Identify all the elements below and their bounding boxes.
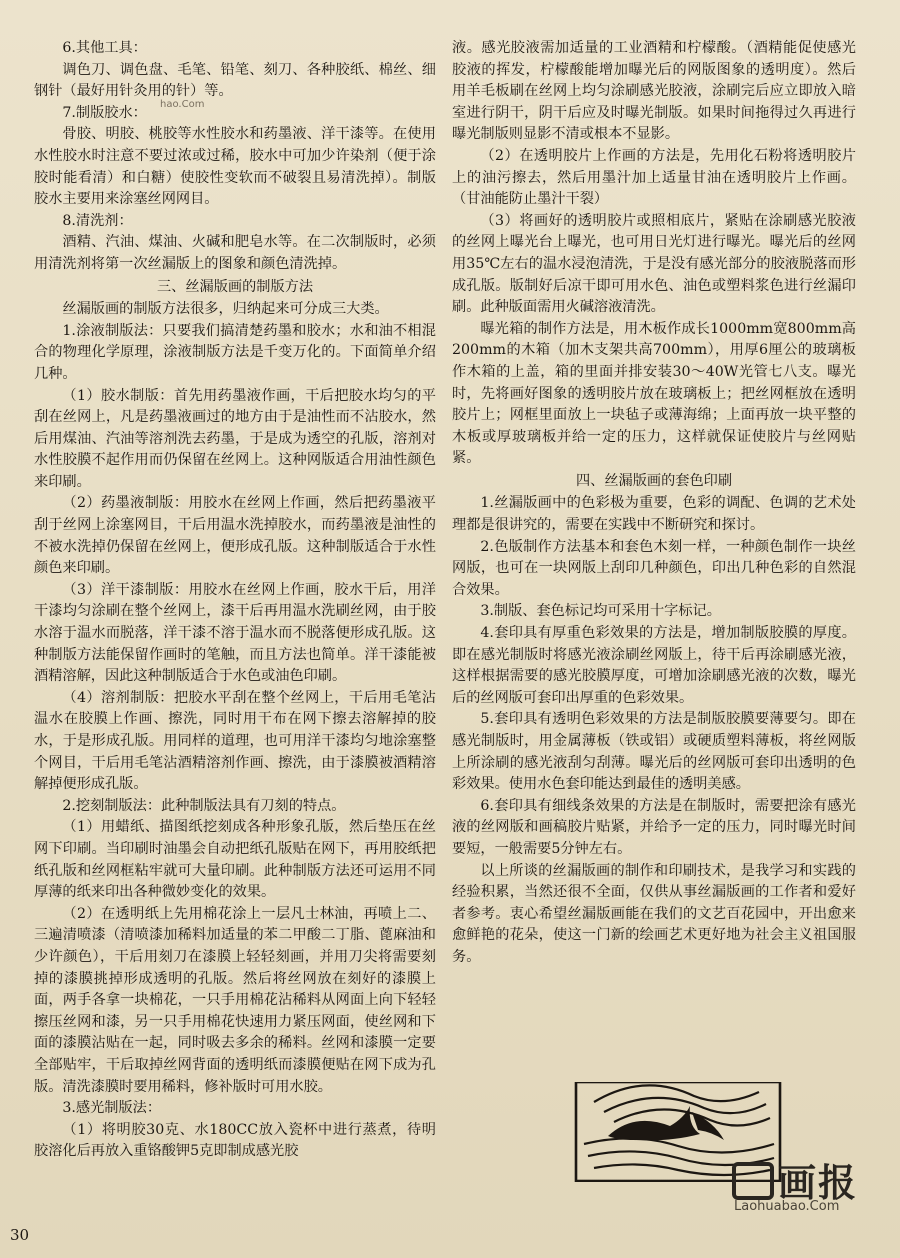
paragraph: （3）将画好的透明胶片或照相底片，紧贴在涂刷感光胶液的丝网上曝光台上曝光，也可用日光灯进行曝光。曝光后的丝网用35℃左右的温水浸泡清洗，于是没有感光部分的胶液脱落而形成孔版。版制好后凉干即可用水色、油色或塑料浆色进行丝漏印刷。此种版面需用火碱溶液清洗。 xyxy=(452,212,856,316)
paragraph: （2）在透明纸上先用棉花涂上一层凡士林油，再喷上二、三遍清喷漆（清喷漆加稀料加适量的苯二甲酸二丁脂、蓖麻油和少许颜色），干后用刻刀在漆膜上轻轻刻画，并用刀尖将需要刻掉的漆膜挑掉形成透明的孔版。然后将丝网放在刻好的漆膜上面，两手各拿一块棉花，一只手用棉花沾稀料从网面上向下轻轻擦压丝网和漆，另一只手用棉花快速用力紧压网面，使丝网和下面的漆膜沾贴在一起，同时吸去多余的稀料。丝网和漆膜一定要全部贴牢，干后取掉丝网背面的透明纸而漆膜便贴在网下成为孔版。清洗漆膜时要用稀料，修补版时可用水胶。 xyxy=(34,905,436,1095)
watermark-url: Laohuabao.Com xyxy=(734,1199,840,1214)
paragraph: （1）将明胶30克、水180CC放入瓷杯中进行蒸煮，待明胶溶化后再放入重铬酸钾5克即制成感光胶 xyxy=(34,1121,436,1160)
paragraph: （2）药墨液制版：用胶水在丝网上作画，然后把药墨液平刮于丝网上涂塞网目，干后用温水洗掉胶水，而药墨液是油性的不被水洗掉仍保留在丝网上，便形成孔版。这种制版适合于水性颜色来印刷。 xyxy=(34,495,436,577)
subheading-cleaning-agent: 8.清洗剂： xyxy=(62,212,133,229)
subheading-other-tools: 6.其他工具： xyxy=(62,40,147,56)
subheading-plate-glue: 7.制版胶水： xyxy=(62,104,147,121)
watermark-logo-text: 画报 xyxy=(778,1161,859,1205)
paragraph: 1.丝漏版画中的色彩极为重要，色彩的调配、色调的艺术处理都是很讲究的，需要在实践中不断研究和探讨。 xyxy=(452,495,856,534)
paragraph: （2）在透明胶片上作画的方法是，先用化石粉将透明胶片上的油污擦去，然后用墨汁加上适量甘油在透明胶片上作画。（甘油能防止墨汁干裂） xyxy=(452,147,856,208)
page-number: 30 xyxy=(10,1226,30,1244)
paragraph: 调色刀、调色盘、毛笔、铅笔、刻刀、各种胶纸、棉丝、细钢针（最好用针灸用的针）等。 xyxy=(34,61,436,100)
paragraph: 丝漏版画的制版方法很多，归纳起来可分成三大类。 xyxy=(62,301,389,318)
paragraph: 以上所谈的丝漏版画的制作和印刷技术，是我学习和实践的经验积累，当然还很不全面，仅供从事丝漏版画的工作者和爱好者参考。衷心希望丝漏版画能在我们的文艺百花园中，开出愈来愈鲜艳的花朵，使这一门新的绘画艺术更好地为社会主义祖国服务。 xyxy=(452,862,856,965)
paragraph: （1）胶水制版：首先用药墨液作画，干后把胶水均匀的平刮在丝网上，凡是药墨液画过的地方由于是油性而不沾胶水，然后用煤油、汽油等溶剂洗去药墨，于是成为透空的孔版，溶剂对水性胶膜不起作用而仍保留在丝网上。这种网版适合用油性颜色来印刷。 xyxy=(34,387,436,490)
paragraph: 2.色版制作方法基本和套色木刻一样，一种颜色制作一块丝网版，也可在一块网版上刮印几种颜色，印出几种色彩的自然混合效果。 xyxy=(452,538,856,598)
subheading-photosensitive: 3.感光制版法： xyxy=(62,1100,162,1117)
paragraph: 曝光箱的制作方法是，用木板作成长1000mm宽800mm高200mm的木箱（加木支架共高700mm），用厚6厘公的玻璃板作木箱的上盖，箱的里面并排安装30～40W光管七八支。曝光时，先将画好图象的透明胶片放在玻璃板上；把丝网框放在透明胶片上；网框里面放上一块毡子或薄海绵；上面再放一块平整的木板或厚玻璃板并给一定的压力，这样就保证使胶片与丝网贴紧。 xyxy=(452,320,856,467)
paragraph: 5.套印具有透明色彩效果的方法是制版胶膜要薄要匀。即在感光制版时，用金属薄板（铁或铝）或硬质塑料薄板，将丝网版上所涂刷的感光液刮匀刮薄。曝光后的丝网版可套印出透明的色彩效果。使用水色套印能达到最佳的透明美感。 xyxy=(452,711,856,793)
paragraph: 2.挖刻制版法：此种制版法具有刀刻的特点。 xyxy=(62,797,346,814)
section-heading-color-printing: 四、丝漏版画的套色印刷 xyxy=(575,472,733,489)
paragraph: 酒精、汽油、煤油、火碱和肥皂水等。在二次制版时，必须用清洗剂将第一次丝漏版上的图象和颜色清洗掉。 xyxy=(34,234,436,272)
paragraph: （3）洋干漆制版：用胶水在丝网上作画，胶水干后，用洋干漆均匀涂刷在整个丝网上，漆干后再用温水洗刷丝网，由于胶水溶于温水而脱落，洋干漆不溶于温水而不脱落便形成孔版。这种制版方法能保留作画时的笔触，而且方法也简单。洋干漆能被酒精溶解，因此这种制版适合于水色或油色印刷。 xyxy=(34,581,436,685)
paragraph: 6.套印具有细线条效果的方法是在制版时，需要把涂有感光液的丝网版和画稿胶片贴紧，并给予一定的压力，同时曝光时间要短，一般需要5分钟左右。 xyxy=(452,797,856,857)
paragraph: 4.套印具有厚重色彩效果的方法是，增加制版胶膜的厚度。即在感光制版时将感光液涂刷丝网版上，待干后再涂刷感光液，这样根据需要的感光胶膜厚度，可增加涂刷感光液的次数，曝光后的丝网版可套印出厚重的色彩效果。 xyxy=(452,625,856,706)
paragraph: （4）溶剂制版：把胶水平刮在整个丝网上，干后用毛笔沾温水在胶膜上作画、擦洗，同时用干布在网下擦去溶解掉的胶水，于是形成孔版。用同样的道理，也可用洋干漆均匀地涂塞整个网目，干后用毛笔沾酒精溶剂作画、擦洗，由于漆膜被酒精溶解掉便形成孔版。 xyxy=(34,689,436,793)
watermark-small: hao.Com xyxy=(160,99,205,110)
section-heading-plate-making: 三、丝漏版画的制版方法 xyxy=(156,278,314,295)
paragraph: 骨胶、明胶、桃胶等水性胶水和药墨液、洋干漆等。在使用水性胶水时注意不要过浓或过稀，胶水中可加少许染剂（便于涂胶时能看清）和白糖）使胶性变软而不破裂且易清洗掉）。制版胶水主要用来涂塞丝网网目。 xyxy=(34,126,436,208)
right-text-column xyxy=(452,38,856,969)
left-text-column xyxy=(34,38,436,1163)
logo-box-icon xyxy=(732,1162,774,1200)
paragraph: 1.涂液制版法：只要我们搞清楚药墨和胶水；水和油不相混合的物理化学原理，涂液制版方法是千变万化的。下面简单介绍几种。 xyxy=(34,322,436,382)
paragraph: 3.制版、套色标记均可采用十字标记。 xyxy=(480,603,721,620)
paragraph: （1）用蜡纸、描图纸挖刻成各种形象孔版，然后垫压在丝网下印刷。当印刷时油墨会自动把纸孔版贴在网下，再用胶纸把纸孔版和丝网框粘牢就可大量印刷。此种制版方法还可运用不同厚薄的纸来印出各种微妙变化的效果。 xyxy=(34,819,436,901)
paragraph-continued: 液。感光胶液需加适量的工业酒精和柠檬酸。（酒精能促使感光胶液的挥发，柠檬酸能增加曝光后的网版图象的透明度）。然后用羊毛板刷在丝网上均匀涂刷感光胶液，涂刷完后应立即放入暗室进行阴干，阴干后应及时曝光制版。如果时间拖得过久再进行曝光制版则显影不清或根本不显影。 xyxy=(452,40,856,143)
